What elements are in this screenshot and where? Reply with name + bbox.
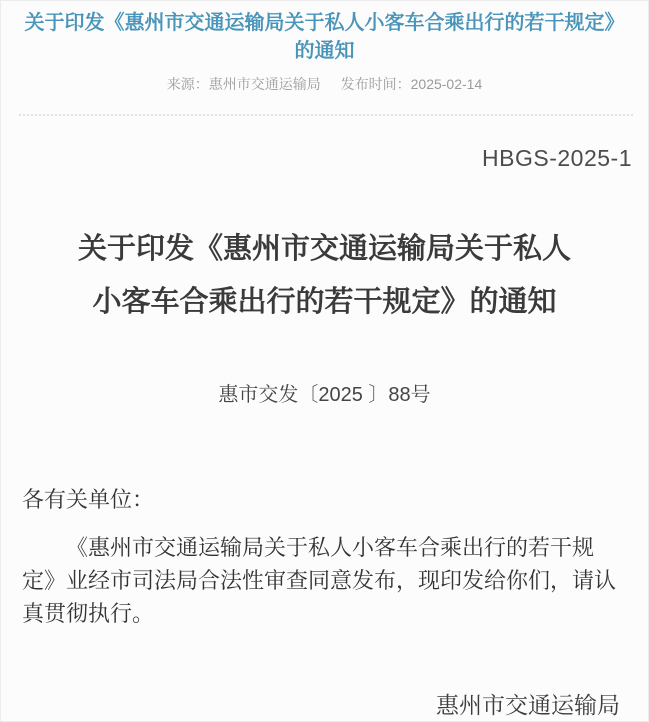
document-number: 惠市交发〔2025 〕88号 bbox=[218, 384, 431, 406]
notice-body bbox=[0, 531, 649, 630]
notice-title-line-1: 关于印发《惠州市交通运输局关于私人 bbox=[77, 233, 571, 265]
source-label: 来源：惠州市交通运输局 bbox=[166, 76, 321, 92]
notice-title bbox=[0, 223, 649, 329]
article-title bbox=[0, 0, 649, 65]
header-divider bbox=[19, 114, 633, 116]
notice-body-line-2: 定》业经市司法局合法性审查同意发布，现印发给你们，请认 bbox=[22, 568, 617, 593]
reference-code: HBGS-2025-1 bbox=[482, 145, 632, 171]
publish-time-label: 发布时间：2025-02-14 bbox=[340, 76, 483, 92]
notice-title-line-2: 小客车合乘出行的若干规定》的通知 bbox=[92, 286, 557, 318]
salutation: 各有关单位： bbox=[22, 487, 155, 512]
issuing-authority-signature: 惠州市交通运输局 bbox=[436, 692, 620, 718]
article-meta bbox=[0, 74, 649, 94]
notice-body-line-3: 真贯彻执行。 bbox=[22, 601, 155, 626]
notice-body-line-1: 《惠州市交通运输局关于私人小客车合乘出行的若干规 bbox=[66, 535, 595, 560]
article-title-line-2: 的通知 bbox=[294, 40, 355, 62]
article-title-line-1: 关于印发《惠州市交通运输局关于私人小客车合乘出行的若干规定》 bbox=[24, 12, 625, 34]
